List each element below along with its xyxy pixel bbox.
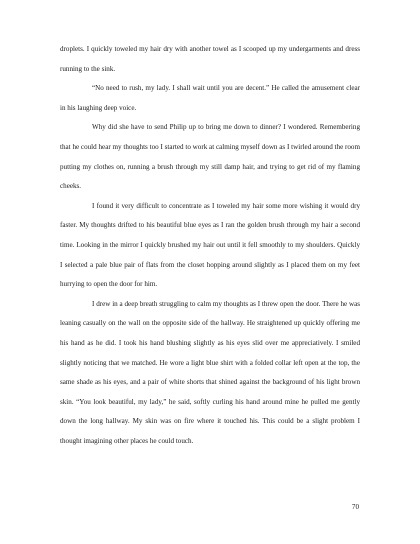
body-text xyxy=(60,40,360,451)
paragraph: I found it very difficult to concentrate as I toweled my hair some more wishing it would dry faster. My thoughts drifted to his beautiful blue eyes as I ran the golden brush through my hair a second time. Looking in the mirror I quickly brushed my hair out until it fell smoothly to my shoulders. Quickly I selected a pale blue pair of flats from the closet hopping around slightly as I placed them on my feet hurrying to open the door for him. xyxy=(60,201,360,289)
paragraph: Why did she have to send Philip up to bring me down to dinner? I wondered. Remembering that he could hear my thoughts too I started to work at calming myself down as I twirled around the room putting my clothes on, running a brush through my still damp hair, and trying to get rid of my flaming cheeks. xyxy=(60,123,360,191)
paragraph: I drew in a deep breath struggling to calm my thoughts as I threw open the door. There he was leaning casually on the wall on the opposite side of the hallway. He straightened up quickly offering me his hand as he did. I took his hand blushing slightly as his eyes slid over me appreciatively. I smiled slightly noticing that we matched. He wore a light blue shirt with a folded collar left open at the top, the same shade as his eyes, and a pair of white shorts that shined against the background of his light brown skin. “You look beautiful, my lady,” he said, softly curling his hand around mine he pulled me gently down the long hallway. My skin was on fire where it touched his. This could be a slight problem I thought imagining other places he could touch. xyxy=(60,299,360,445)
page-number: 70 xyxy=(351,503,359,511)
paragraph: “No need to rush, my lady. I shall wait until you are decent.” He called the amusement clear in his laughing deep voice. xyxy=(60,84,360,112)
paragraph-continuation: droplets. I quickly toweled my hair dry with another towel as I scooped up my undergarments and dress running to the sink. xyxy=(60,45,360,73)
